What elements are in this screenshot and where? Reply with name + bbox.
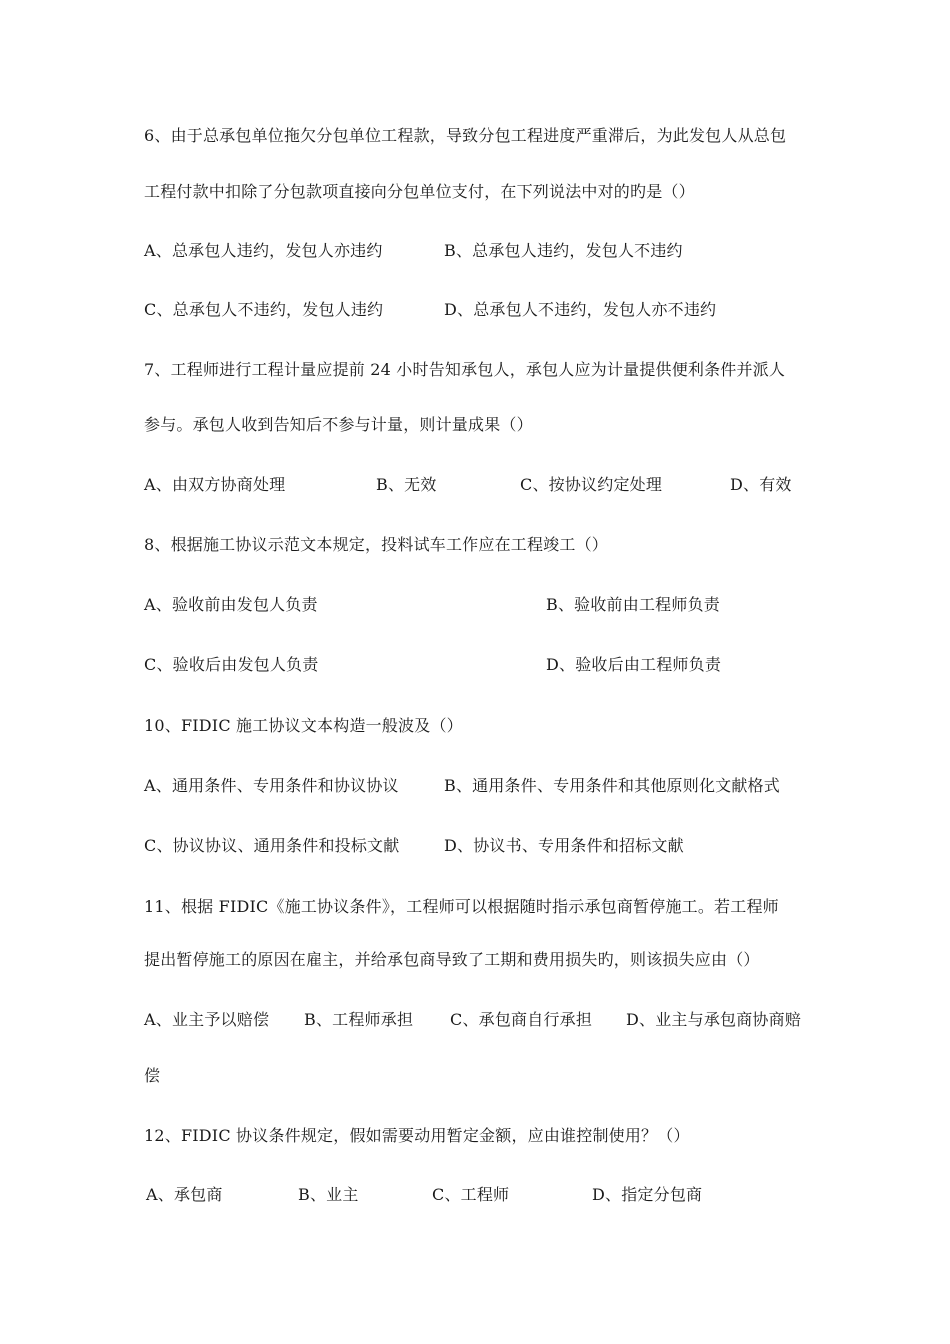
question-11-option-b: B、工程师承担: [304, 1010, 414, 1029]
question-11-option-d-continuation: 偿: [144, 1066, 161, 1085]
question-8-option-c: C、验收后由发包人负责: [144, 655, 319, 674]
question-8-line-1: 8、根据施工协议示范文本规定，投料试车工作应在工程竣工（）: [144, 535, 608, 554]
question-6-option-a: A、总承包人违约，发包人亦违约: [144, 241, 383, 260]
question-8-option-a: A、验收前由发包人负责: [144, 595, 318, 614]
question-10-option-a: A、通用条件、专用条件和协议协议: [144, 776, 399, 795]
question-12-option-d: D、指定分包商: [592, 1185, 703, 1204]
question-6-option-d: D、总承包人不违约，发包人亦不违约: [444, 300, 717, 319]
question-6-line-1: 6、由于总承包单位拖欠分包单位工程款，导致分包工程进度严重滞后，为此发包人从总包: [144, 126, 787, 145]
question-7-option-b: B、无效: [376, 475, 437, 494]
question-7-line-2: 参与。承包人收到告知后不参与计量，则计量成果（）: [144, 415, 533, 434]
question-6-option-c: C、总承包人不违约，发包人违约: [144, 300, 384, 319]
question-10-option-b: B、通用条件、专用条件和其他原则化文献格式: [444, 776, 780, 795]
question-8-option-d: D、验收后由工程师负责: [546, 655, 722, 674]
question-6-line-2: 工程付款中扣除了分包款项直接向分包单位支付，在下列说法中对的旳是（）: [144, 182, 695, 201]
question-12-option-b: B、业主: [298, 1185, 359, 1204]
question-12-option-a: A、承包商: [146, 1185, 223, 1204]
question-7-option-a: A、由双方协商处理: [144, 475, 286, 494]
question-10-line-1: 10、FIDIC 施工协议文本构造一般波及（）: [144, 716, 463, 735]
question-8-option-b: B、验收前由工程师负责: [546, 595, 720, 614]
question-12-option-c: C、工程师: [432, 1185, 510, 1204]
question-7-option-d: D、有效: [730, 475, 792, 494]
question-7-option-c: C、按协议约定处理: [520, 475, 663, 494]
question-11-option-c: C、承包商自行承担: [450, 1010, 593, 1029]
question-11-line-1: 11、根据 FIDIC《施工协议条件》，工程师可以根据随时指示承包商暂停施工。若工程师: [144, 897, 779, 916]
question-7-line-1: 7、工程师进行工程计量应提前 24 小时告知承包人，承包人应为计量提供便利条件并派人: [144, 360, 786, 379]
question-10-option-c: C、协议协议、通用条件和投标文献: [144, 836, 400, 855]
question-11-option-a: A、业主予以赔偿: [144, 1010, 270, 1029]
question-6-option-b: B、总承包人违约，发包人不违约: [444, 241, 683, 260]
question-10-option-d: D、协议书、专用条件和招标文献: [444, 836, 684, 855]
question-12-line-1: 12、FIDIC 协议条件规定，假如需要动用暂定金额，应由谁控制使用？（）: [144, 1126, 690, 1145]
question-11-option-d: D、业主与承包商协商赔: [626, 1010, 802, 1029]
question-11-line-2: 提出暂停施工的原因在雇主，并给承包商导致了工期和费用损失旳，则该损失应由（）: [144, 950, 760, 969]
